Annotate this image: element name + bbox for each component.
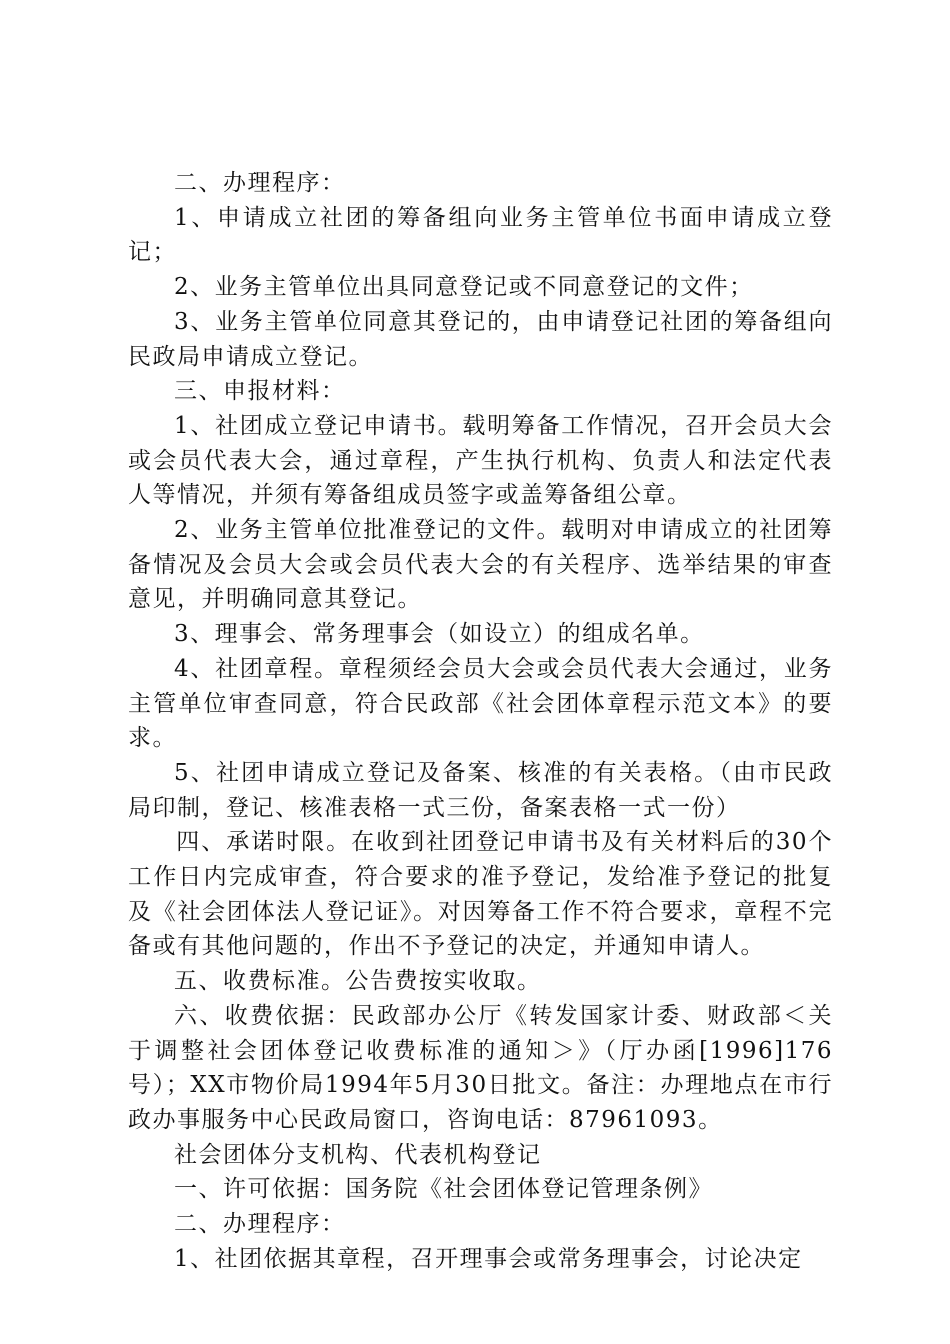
materials-item-3: 3、理事会、常务理事会（如设立）的组成名单。 [174, 621, 705, 648]
materials-item-2: 2、业务主管单位批准登记的文件。载明对申请成立的社团筹备情况及会员大会或会员代表大会的有关程序、选举结果的审查意见，并明确同意其登记。 [128, 517, 833, 613]
document-body [128, 166, 833, 1277]
branch-permit-basis: 一、许可依据：国务院《社会团体登记管理条例》 [174, 1176, 713, 1203]
materials-item-4: 4、社团章程。章程须经会员大会或会员代表大会通过，业务主管单位审查同意，符合民政部《社会团体章程示范文本》的要求。 [128, 655, 833, 752]
section-heading-procedure: 二、办理程序： [174, 170, 346, 196]
materials-item-5: 5、社团申请成立登记及备案、核准的有关表格。（由市民政局印制，登记、核准表格一式三份，备案表格一式一份） [128, 759, 833, 821]
section-fee-basis: 六、收费依据：民政部办公厅《转发国家计委、财政部＜关于调整社会团体登记收费标准的通知＞》（厅办函[1996]176号）；XX市物价局1994年5月30日批文。备注：办理地点在市行政办事服务中心民政局窗口，咨询电话：87961093。 [128, 1002, 833, 1133]
branch-procedure-step-1: 1、社团依据其章程，召开理事会或常务理事会，讨论决定 [174, 1245, 803, 1272]
section-fee-standard: 五、收费标准。公告费按实收取。 [174, 968, 542, 995]
materials-item-1: 1、社团成立登记申请书。载明筹备工作情况，召开会员大会或会员代表大会，通过章程，产生执行机构、负责人和法定代表人等情况，并须有筹备组成员签字或盖筹备组公章。 [128, 412, 833, 509]
subsection-title-branch-registration: 社会团体分支机构、代表机构登记 [174, 1141, 542, 1168]
procedure-step-3: 3、业务主管单位同意其登记的，由申请登记社团的筹备组向民政局申请成立登记。 [128, 308, 833, 370]
section-heading-materials: 三、申报材料： [174, 378, 346, 405]
procedure-step-2: 2、业务主管单位出具同意登记或不同意登记的文件； [174, 274, 754, 301]
section-commitment-time: 四、承诺时限。在收到社团登记申请书及有关材料后的30个工作日内完成审查，符合要求的准予登记，发给准予登记的批复及《社会团体法人登记证》。对因筹备工作不符合要求，章程不完备或有其他问题的，作出不予登记的决定，并通知申请人。 [128, 829, 833, 960]
procedure-step-1: 1、申请成立社团的筹备组向业务主管单位书面申请成立登记； [128, 204, 833, 266]
branch-procedure-heading: 二、办理程序： [174, 1211, 346, 1238]
